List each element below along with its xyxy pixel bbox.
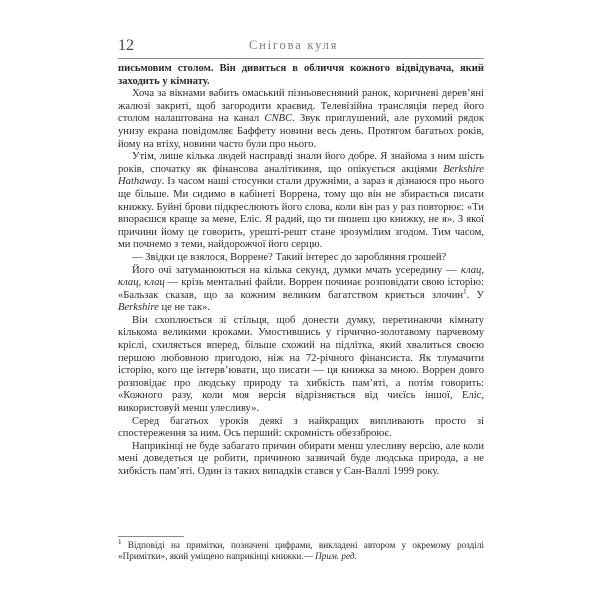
page-number: 12 xyxy=(118,37,134,54)
footnote xyxy=(118,537,484,562)
paragraph-3: Утім, лише кілька людей насправді знали його добре. Я знайома з ним шість років, спочатку як фінансова аналітикиня, що опікується акціями Berkshire Hathaway. Із часом наші стосунки стали дружніми, а зараз я дізнаюся про нього ще більше. Ми сидимо в кабінеті Воррена, тому що він не збирається писати книжку. Буйні брови підкреслюють його слова, коли він раз у раз повторює: «Ти впораєшся краще за мене, Еліс. Я радий, що ти пишеш цю книжку, не я». З якої причини йому це говорить, урешті-решт стане зрозумілим згодом. Тим часом, ми почнемо з теми, найдорожчої його серцю. xyxy=(118,151,484,251)
paragraph-5: Його очі затуманюються на кілька секунд, думки мчать усередину — клац, клац, клац — крізь ментальні файли. Воррен починає розповідати свою історію: «Бальзак сказав, що за кожним великим багатством криється злочин$^1$. У Berkshire це не так». xyxy=(118,264,484,314)
footnote-reference[interactable]: 1 xyxy=(463,287,467,296)
footnote-editor-note: Прим. ред. xyxy=(315,551,357,562)
running-title: Снігова куля xyxy=(249,38,339,52)
paragraph-8: Наприкінці не буде забагато причин обирати менш улесливу версію, але коли мені доведеться це робити, причиною зазвичай буде людська природа, а не хибкість пам’яті. Один із таких випадків стався у Сан-Валлі 1999 року. xyxy=(118,440,484,477)
paragraph-6: Він схоплюється зі стільця, щоб донести думку, перетинаючи кімнату кількома великими кроками. Умостившись у гірчично-золотавому парчевому кріслі, схиляється вперед, більше схожий на підлітка, який хвалиться своєю першою любовною пригодою, ніж на 72-річного фінансиста. Як тлумачити історію, кого ще інтерв’ювати, що писати — ця книжка за мною. Воррен довго розповідає про людську природу та хибкість пам’яті, а потім говорить: «Кожного разу, коли моя версія відрізняється від чиєїсь іншої, Еліс, використовуй менш улесливу». xyxy=(118,314,484,415)
header-rule xyxy=(118,58,484,59)
paragraph-7: Серед багатьох уроків деякі з найкращих випливають просто зі спостереження за ним. Ось перший: скромність обеззброює. xyxy=(118,415,484,440)
footnote-text: Відповіді на примітки, позначені цифрами, викладені автором у окремому розділі «Примітки», який уміщено наприкінці книжки.— xyxy=(118,540,484,562)
page-header xyxy=(118,37,484,59)
footnote-marker: 1 xyxy=(118,537,122,546)
paragraph-2: Хоча за вікнами вабить омаський пізньовесняний ранок, коричневі дерев’яні жалюзі закриті, щоб загородити краєвид. Телевізійна трансляція перед його столом налаштована на канал CNBC. Звук приглушений, але рухомий рядок унизу екрана повідомляє Баффету новини весь день. Протягом багатьох років, йому на втіху, новини часто були про нього. xyxy=(118,88,484,150)
paragraph-4: — Звідки це взялося, Воррене? Такий інтерес до заробляння грошей? xyxy=(132,251,447,263)
footnote-rule xyxy=(118,536,184,537)
body-text xyxy=(118,63,484,479)
paragraph-1: письмовим столом. Він дивиться в обличчя кожного відвідувача, який заходить у кімнату. xyxy=(118,63,484,87)
